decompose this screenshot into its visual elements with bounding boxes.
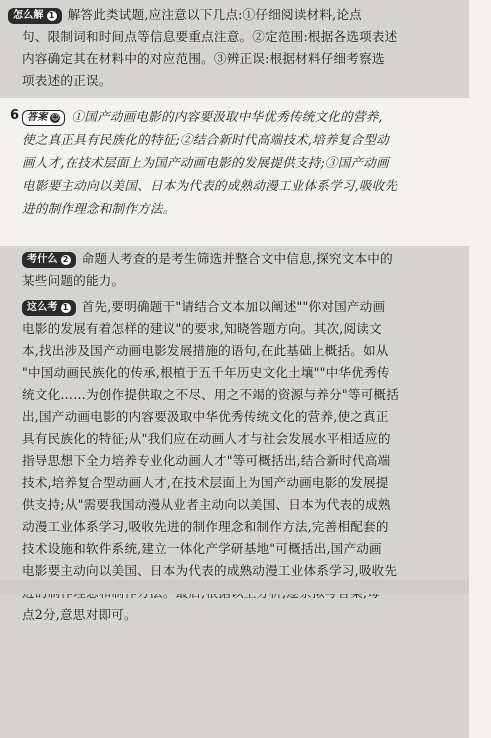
analysis-line-14: 点2分,意思对即可。 — [22, 607, 137, 622]
answer-line-0: 答案 ☺ ①国产动画电影的内容要汲取中华优秀传统文化的营养, — [22, 108, 491, 126]
analysis-line-1: 电影的发展有着怎样的建议"的要求,知晓答题方向。其次,阅读文 — [22, 321, 382, 336]
analysis-line-5: 出,国产动画电影的内容要汲取中华优秀传统文化的营养,使之真正 — [22, 409, 389, 424]
tests-line-1: 某些问题的能力。 — [22, 273, 125, 288]
badge-number-icon: 1 — [61, 303, 71, 313]
analysis-line-11: 技术设施和软件系统,建立一体化产学研基地"可概括出,国产动画 — [22, 541, 382, 556]
answer-line-1: 使之真正具有民族化的特征;②结合新时代高端技术,培养复合型动 — [22, 132, 389, 147]
analysis-line-0: 这么考 1 首先,要明确题干"请结合文本加以阐述""你对国产动画 — [22, 298, 491, 316]
tips-line-3: 项表述的正误。 — [22, 73, 112, 88]
badge-number-icon: 1 — [47, 11, 57, 21]
analysis-line-10: 动漫工业体系学习,吸收先进的制作理念和制作方法,完善相配套的 — [22, 519, 389, 534]
analysis-line-12: 电影要主动向以美国、日本为代表的成熟动漫工业体系学习,吸收先 — [22, 563, 398, 578]
solution-tips-block — [0, 0, 469, 98]
analysis-line-8: 技术,培养复合型动画人才,在技术层面上为国产动画电影的发展提 — [22, 475, 389, 490]
question-6-answer-block — [0, 104, 469, 240]
answer-badge: 答案 ☺ — [22, 110, 65, 126]
tips-line-1: 句、限制词和时间点等信息要重点注意。②定范围:根据各选项表述 — [22, 29, 398, 44]
answer-line-3: 电影要主动向以美国、日本为代表的成熟动漫工业体系学习,吸收先 — [22, 178, 398, 193]
analysis-line-9: 供支持;从"需要我国动漫从业者主动向以美国、日本为代表的成熟 — [22, 497, 391, 512]
smiley-icon: ☺ — [51, 113, 60, 122]
tests-line-0: 考什么 2 命题人考查的是考生筛选并整合文中信息,探究文本中的 — [22, 250, 491, 268]
how-to-solve-badge: 怎么解 1 — [8, 8, 62, 24]
analysis-line-3: "中国动画民族化的传承,根植于五千年历史文化土壤""中华优秀传 — [22, 365, 390, 380]
analysis-line-4: 统文化……为创作提供取之不尽、用之不竭的资源与养分"等可概括 — [22, 387, 400, 402]
page-bottom-edge — [0, 580, 469, 594]
question-number: 6 — [10, 108, 20, 123]
tips-line-0: 怎么解 1 解答此类试题,应注意以下几点:①仔细阅读材料,论点 — [8, 6, 477, 24]
what-it-tests-block — [0, 246, 469, 738]
how-it-tests-badge: 这么考 1 — [22, 300, 76, 316]
analysis-line-6: 具有民族化的特征;从"我们应在动画人才与社会发展水平相适应的 — [22, 431, 391, 446]
badge-number-icon: 2 — [61, 255, 71, 265]
answer-line-4: 进的制作理念和制作方法。 — [22, 201, 176, 216]
tips-line-2: 内容确定其在材料中的对应范围。③辨正误:根据材料仔细考察选 — [22, 51, 385, 66]
answer-line-2: 画人才,在技术层面上为国产动画电影的发展提供支持;③国产动画 — [22, 155, 389, 170]
analysis-line-7: 指导思想下全力培养专业化动画人才"等可概括出,结合新时代高端 — [22, 453, 391, 468]
what-it-tests-badge: 考什么 2 — [22, 252, 76, 268]
analysis-line-2: 本,找出涉及国产动画电影发展措施的语句,在此基础上概括。如从 — [22, 343, 389, 358]
